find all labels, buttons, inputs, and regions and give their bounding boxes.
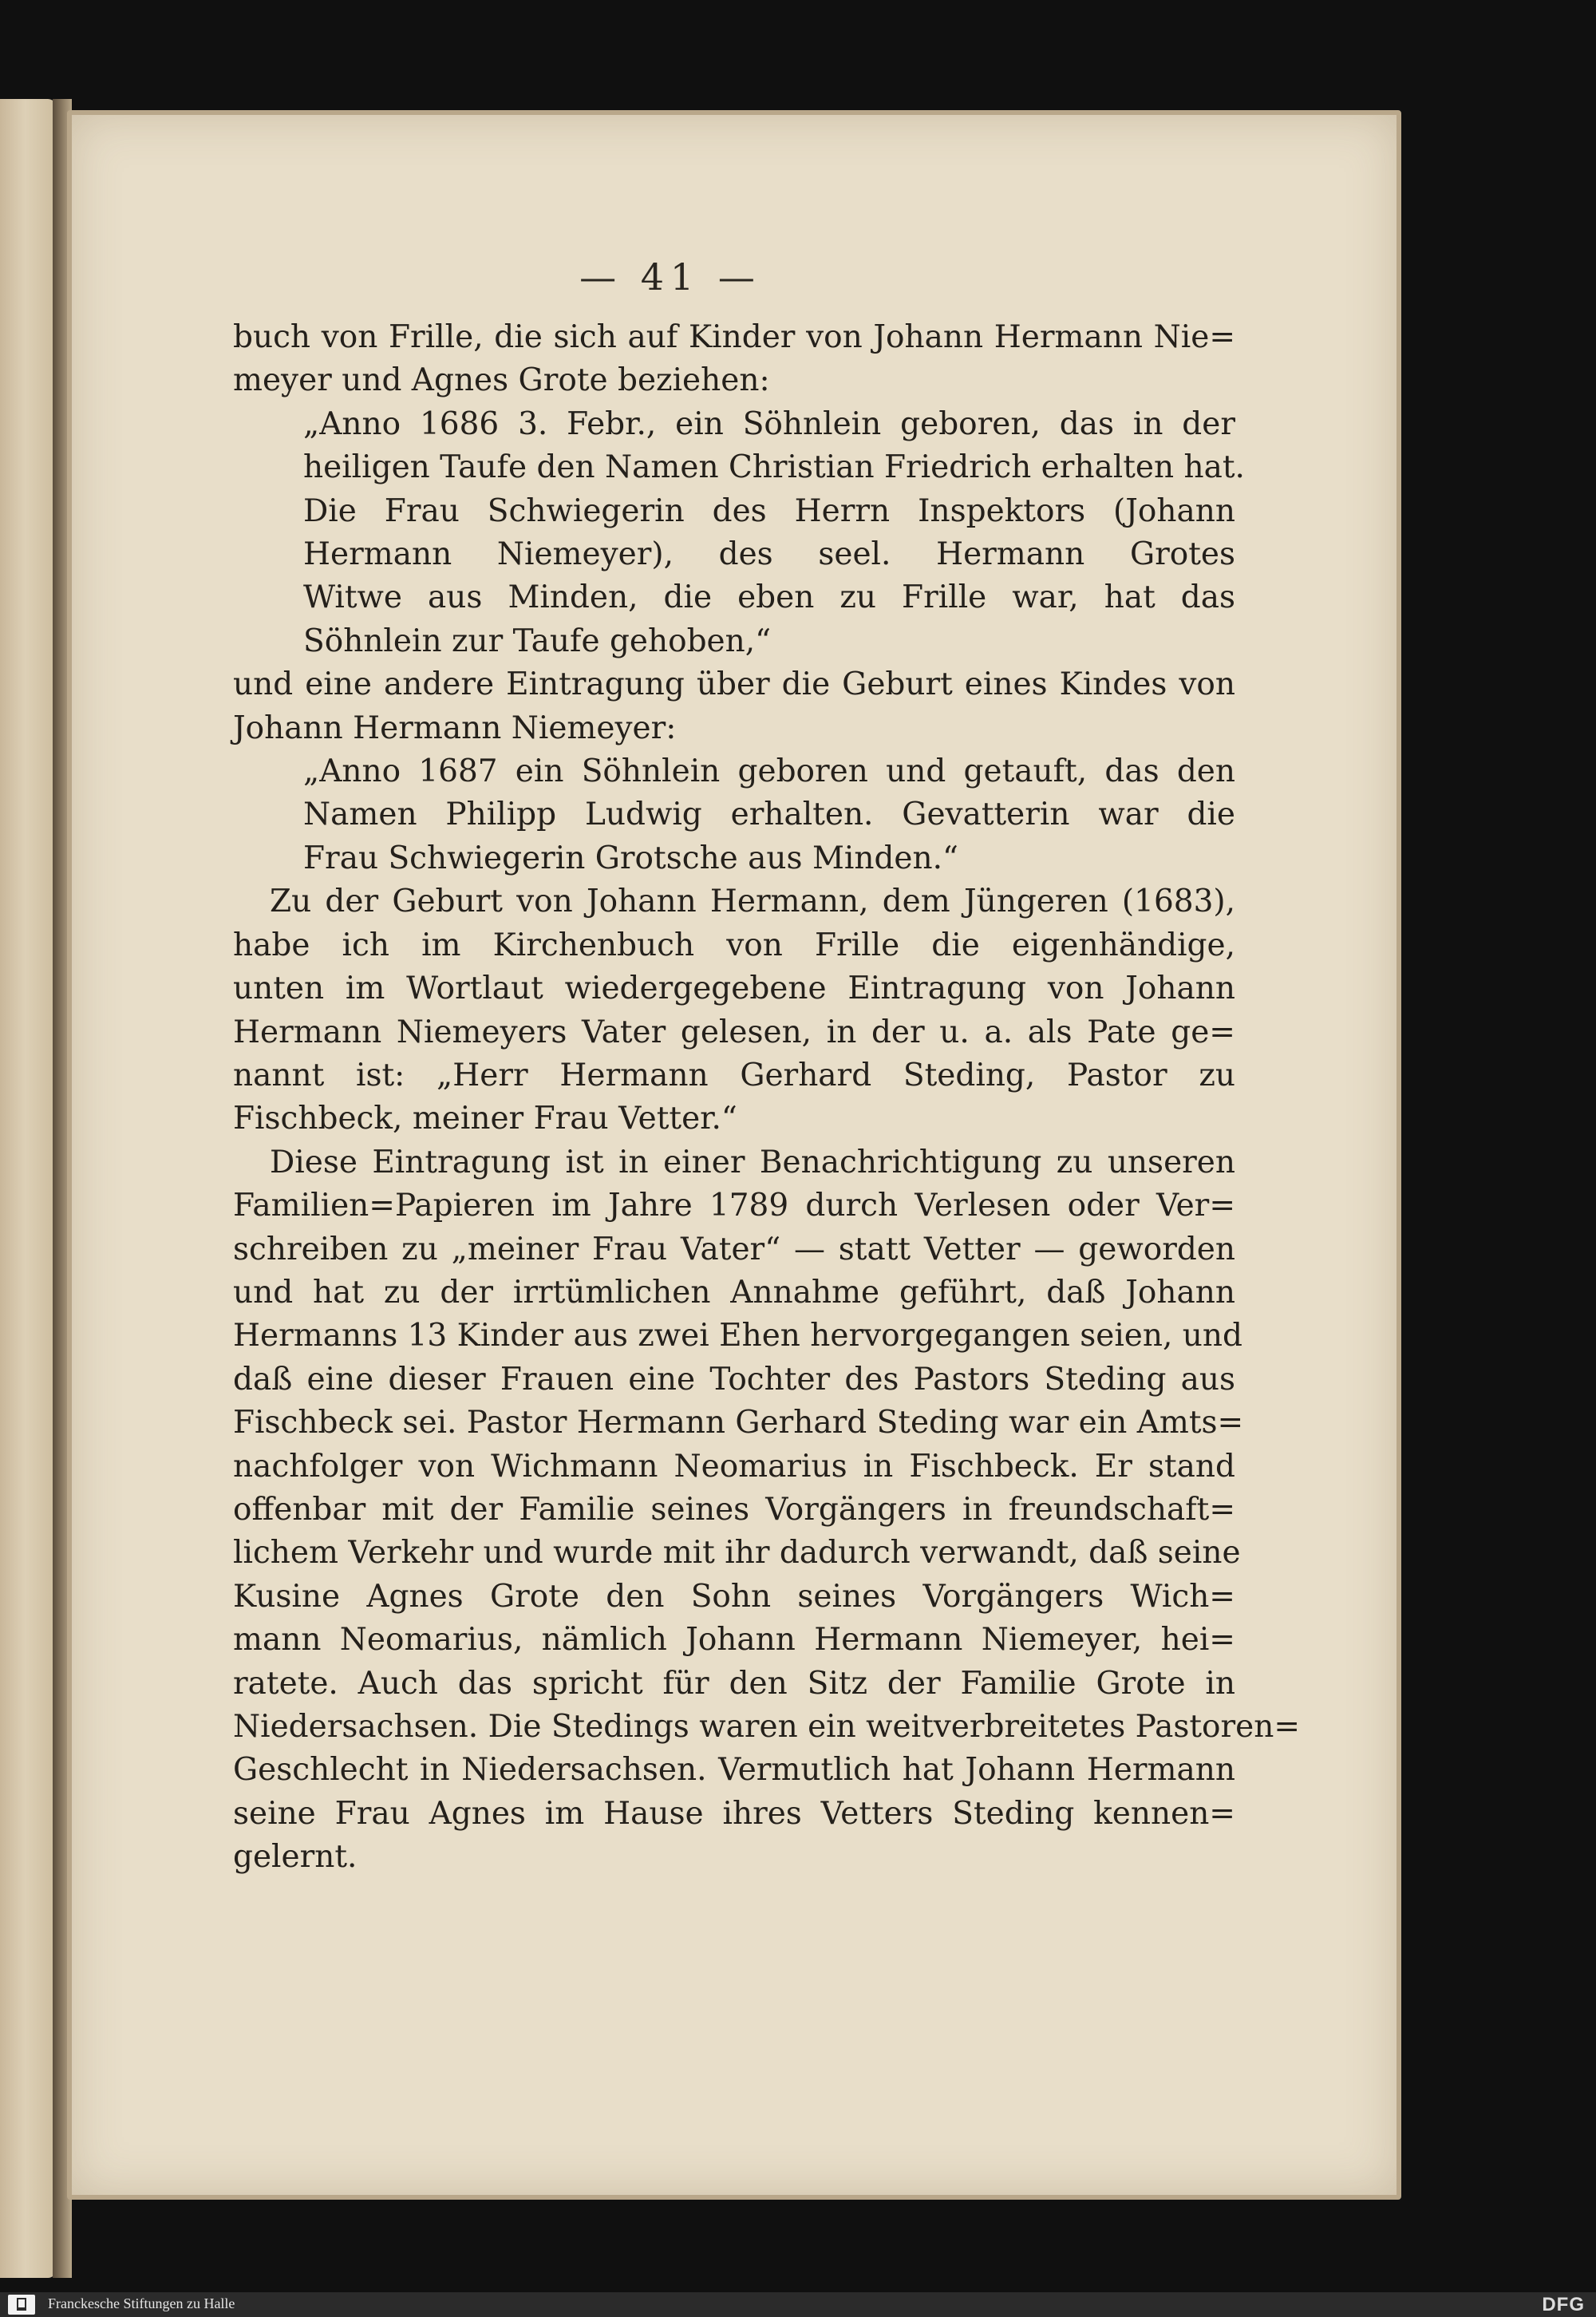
page-text	[233, 316, 1301, 1880]
text-line: unten im Wortlaut wiedergegebene Eintragung von Johann	[233, 971, 1235, 1007]
text-line: „Anno 1686 3. Febr., ein Söhnlein geboren, das in der	[303, 405, 1235, 442]
text-line: buch von Frille, die sich auf Kinder von Johann Hermann Nie=	[233, 319, 1235, 355]
text-line: Diese Eintragung ist in einer Benachrichtigung zu unseren	[270, 1144, 1235, 1180]
text-line: heiligen Taufe den Namen Christian Friedrich erhalten hat.	[303, 449, 1245, 486]
text-line: daß eine dieser Frauen eine Tochter des Pastors Steding aus	[233, 1361, 1235, 1398]
quotation-paragraph	[303, 403, 1245, 663]
text-line: Johann Hermann Niemeyer:	[233, 710, 677, 746]
text-line: Kusine Agnes Grote den Sohn seines Vorgängers Wich=	[233, 1578, 1235, 1615]
quotation-paragraph	[303, 750, 1235, 880]
text-line: Die Frau Schwiegerin des Herrn Inspektors (Johann	[303, 492, 1235, 529]
text-line: Geschlecht in Niedersachsen. Vermutlich hat Johann Hermann	[233, 1752, 1235, 1789]
text-line: Hermanns 13 Kinder aus zwei Ehen hervorgegangen seien, und	[233, 1318, 1242, 1354]
text-line: Familien=Papieren im Jahre 1789 durch Verlesen oder Ver=	[233, 1188, 1235, 1224]
text-line: Niedersachsen. Die Stedings waren ein weitverbreitetes Pastoren=	[233, 1709, 1301, 1745]
text-line: lichem Verkehr und wurde mit ihr dadurch verwandt, daß seine	[233, 1535, 1241, 1572]
text-line: nachfolger von Wichmann Neomarius in Fischbeck. Er stand	[233, 1448, 1235, 1485]
text-line: und hat zu der irrtümlichen Annahme geführt, daß Johann	[233, 1274, 1235, 1311]
text-line: nannt ist: „Herr Hermann Gerhard Steding, Pastor zu	[233, 1057, 1235, 1093]
text-line: seine Frau Agnes im Hause ihres Vetters Steding kennen=	[233, 1795, 1235, 1832]
text-paragraph	[233, 1141, 1301, 1880]
text-line: Fischbeck sei. Pastor Hermann Gerhard Steding war ein Amts=	[233, 1405, 1244, 1441]
text-paragraph	[233, 663, 1235, 750]
text-paragraph	[233, 880, 1235, 1141]
page-number: — 41 —	[579, 255, 761, 299]
text-line: meyer und Agnes Grote beziehen:	[233, 362, 770, 399]
text-line: gelernt.	[233, 1839, 358, 1876]
text-line: „Anno 1687 ein Söhnlein geboren und getauft, das den	[303, 753, 1235, 790]
funder-logo: DFG	[1542, 2294, 1585, 2315]
text-line: Söhnlein zur Taufe gehoben,“	[303, 623, 772, 659]
left-page-edge	[0, 99, 56, 2278]
text-line: Hermann Niemeyers Vater gelesen, in der u. a. als Pate ge=	[233, 1014, 1235, 1050]
text-line: Frau Schwiegerin Grotsche aus Minden.“	[303, 840, 958, 876]
text-line: mann Neomarius, nämlich Johann Hermann Niemeyer, hei=	[233, 1622, 1235, 1659]
text-line: Namen Philipp Ludwig erhalten. Gevatterin war die	[303, 797, 1235, 833]
book-page	[67, 110, 1401, 2200]
text-paragraph	[233, 316, 1235, 403]
text-line: ratete. Auch das spricht für den Sitz der Familie Grote in	[233, 1665, 1235, 1702]
text-line: Witwe aus Minden, die eben zu Frille war, hat das	[303, 579, 1235, 616]
text-line: offenbar mit der Familie seines Vorgängers in freundschaft=	[233, 1491, 1235, 1528]
text-line: Hermann Niemeyer), des seel. Hermann Grotes	[303, 536, 1235, 573]
text-line: schreiben zu „meiner Frau Vater“ — statt Vetter — geworden	[233, 1231, 1235, 1267]
viewer-footer	[0, 2292, 1596, 2317]
text-line: und eine andere Eintragung über die Geburt eines Kindes von	[233, 666, 1235, 703]
text-line: Zu der Geburt von Johann Hermann, dem Jüngeren (1683),	[270, 884, 1235, 920]
institution-name: Franckesche Stiftungen zu Halle	[48, 2295, 235, 2311]
text-line: habe ich im Kirchenbuch von Frille die eigenhändige,	[233, 927, 1235, 963]
institution-logo-icon	[8, 2295, 35, 2315]
text-line: Fischbeck, meiner Frau Vetter.“	[233, 1101, 737, 1137]
